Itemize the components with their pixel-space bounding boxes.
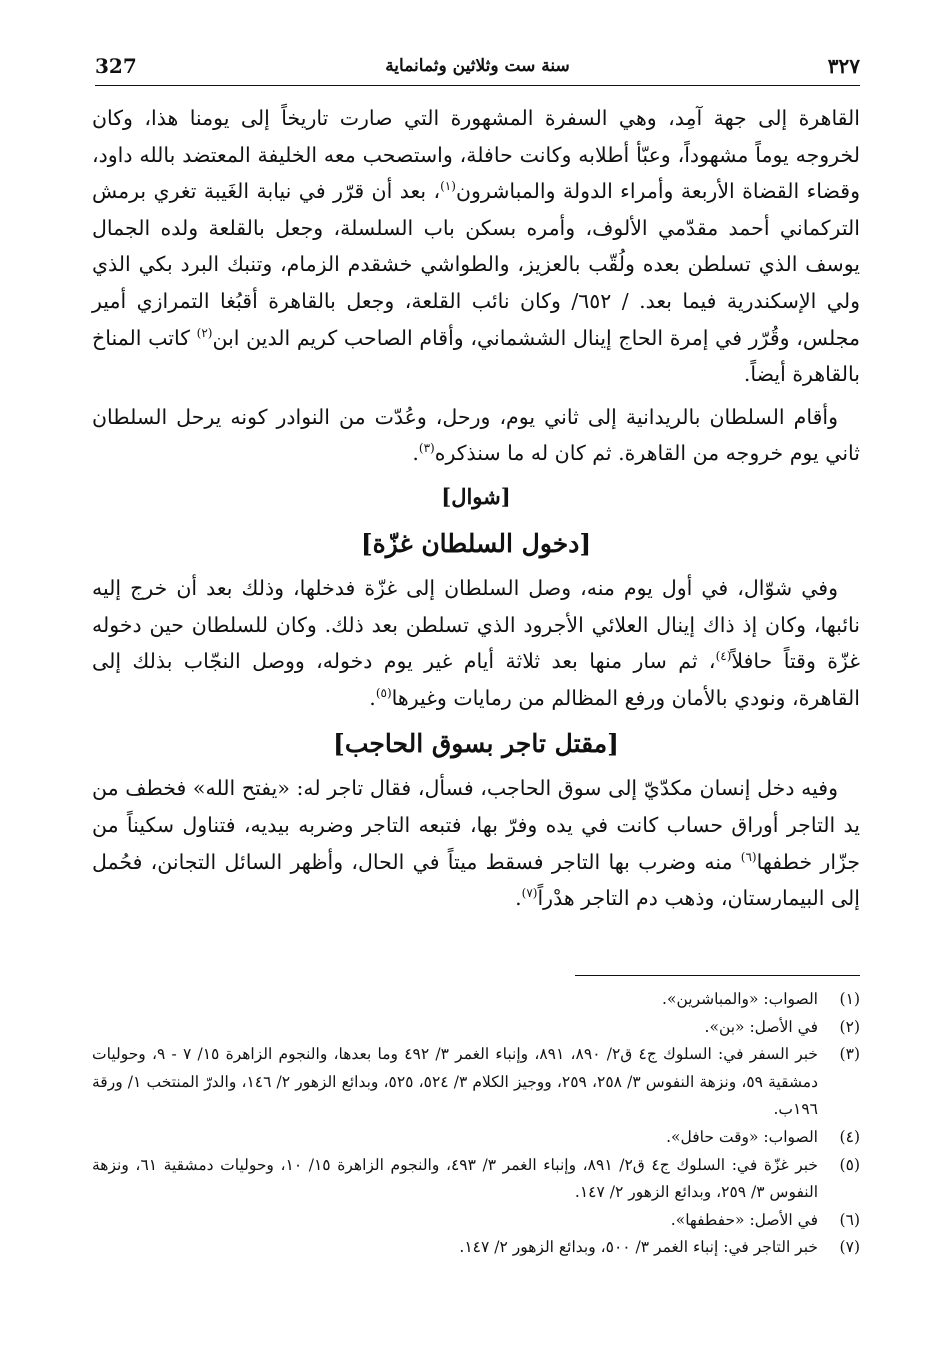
paragraph-gaza <box>92 570 860 716</box>
section-heading-merchant: [مقتل تاجر بسوق الحاجب] <box>333 729 619 759</box>
section-heading-gaza: [دخول السلطان غزّة] <box>360 528 592 558</box>
page-number-arabic: ٣٢٧ <box>827 54 860 78</box>
paragraph-text: ، بعد أن قرّر في نيابة الغَيبة تغري برمش التركماني أحمد مقدّمي الألوف، وأمره بسكن باب السلسلة، وجعل بالقلعة ولده الجمال يوسف الذي تسلطن بعده ولُقّب بالعزيز، والطواشي خشقدم الزمام، وتنبك البرد بكي الذي ولي الإسكندرية فيما بعد. / ٦٥٢/ وكان نائب القلعة، وجعل بالقاهرة أقبُغا التمرازي أمير مجلس، وقُرّر في إمرة الحاج إينال الششماني، وأقام الصاحب كريم الدين ابن <box>92 179 860 350</box>
footnote-item <box>92 1014 860 1042</box>
paragraph-text: . <box>412 441 419 466</box>
footnote-text: في الأصل: «حفطفها». <box>670 1210 818 1229</box>
footnote-mark: (٧) <box>521 886 538 901</box>
paragraph-text: ، ثم سار منها بعد ثلاثة أيام غير يوم دخوله، ووصل النجّاب بذلك إلى القاهرة، ونودي بالأمان ورفع المظالم من رمايات وغيرها <box>92 649 860 710</box>
footnote-mark: (٦) <box>740 849 757 864</box>
paragraph-text: القاهرة إلى جهة آمِد، وهي السفرة المشهورة التي صارت تاريخاً إلى يومنا هذا، وكان لخروجه يوماً مشهوداً، وعبّأ أطلابه وكانت حافلة، واستصحب معه الخليفة المعتضد بالله داود، وقضاء القضاة الأربعة وأمراء الدولة والمباشرون <box>92 106 860 204</box>
page-number-latin: 327 <box>95 54 137 78</box>
footnote-mark: (٢) <box>196 325 213 340</box>
section-heading-month: [شوال] <box>441 483 511 509</box>
paragraph-text: وفيه دخل إنسان مكدّيّ إلى سوق الحاجب، فسأل، فقال تاجر له: «يفتح الله» فخطف من يد التاجر أوراق حساب كانت في يده وفرّ بها، فتبعه التاجر وضربه بيديه، فتناول سكيناً من جزّار خطفها <box>92 776 860 874</box>
paragraph-text: وفي شوّال، في أول يوم منه، وصل السلطان إلى غزّة فدخلها، وذلك بعد أن خرج إليه نائبها، وكان إذ ذاك إينال العلائي الأجرود الذي تسلطن بعد ذلك. وكان للسلطان حين دخوله غزّة وقتاً حافلاً <box>92 575 861 674</box>
paragraph-merchant <box>92 770 860 916</box>
paragraph-text: وأقام السلطان بالريدانية إلى ثاني يوم، ورحل، وعُدّت من النوادر كونه يرحل السلطان ثاني يوم خروجه من القاهرة. ثم كان له ما سنذكره <box>92 404 860 466</box>
footnote-mark: (٥) <box>375 685 392 700</box>
main-text <box>92 100 860 923</box>
paragraph-text: منه وضرب بها التاجر فسقط ميتاً في الحال، وأظهر السائل التجانن، فحُمل إلى البيمارستان، وذهب دم التاجر هدْراً <box>92 849 860 911</box>
footnote-item <box>92 1041 860 1124</box>
footnotes <box>92 986 860 1262</box>
footnote-mark: (٣) <box>418 441 435 456</box>
footnote-item <box>92 1124 860 1152</box>
footnote-number: (٧) <box>839 1238 860 1257</box>
footnote-text: الصواب: «والمباشرين». <box>662 990 818 1008</box>
footnote-mark: (٤) <box>715 649 732 664</box>
footnote-item <box>92 1234 860 1262</box>
footnote-text: خبر التاجر في: إنباء الغمر ٣/ ٥٠٠، وبدائع الزهور ٢/ ١٤٧. <box>459 1238 818 1257</box>
footnote-number: (٥) <box>839 1155 860 1174</box>
footnote-text: خبر السفر في: السلوك ج٤ ق٢/ ٨٩٠، ٨٩١، وإنباء الغمر ٣/ ٤٩٢ وما بعدها، والنجوم الزاهرة ١٥/ ٧ - ٩، وحوليات دمشقية ٥٩، ونزهة النفوس ٣/ ٢٥٨، ٢٥٩، ووجيز الكلام ٣/ ٥٢٤، ٥٢٥، وبدائع الزهور ٢/ ١٤٦، والدرّ المنتخب ١/ ورقة ١٩٦ب. <box>92 1045 819 1119</box>
footnote-rule <box>575 975 860 976</box>
footnote-mark: (١) <box>440 179 456 194</box>
footnote-number: (٤) <box>839 1127 860 1146</box>
header-rule <box>95 85 860 86</box>
footnote-text: خبر غزّة في: السلوك ج٤ ق٢/ ٨٩١، وإنباء الغمر ٣/ ٤٩٣، والنجوم الزاهرة ١٥/ ١٠، وحوليات دمشقية ٦١، ونزهة النفوس ٣/ ٢٥٩، وبدائع الزهور ٢/ ١٤٧. <box>92 1155 819 1202</box>
footnote-number: (١) <box>839 990 860 1008</box>
paragraph-text: . <box>369 685 376 710</box>
footnote-text: الصواب: «وقت حافل». <box>666 1127 818 1146</box>
paragraph-text: . <box>515 886 522 911</box>
paragraph-departure <box>92 100 860 393</box>
footnote-text: في الأصل: «بن». <box>704 1017 818 1036</box>
footnote-number: (٦) <box>839 1210 860 1229</box>
footnote-number: (٢) <box>839 1017 860 1036</box>
paragraph-text: كاتب المناخ بالقاهرة أيضاً. <box>92 325 860 387</box>
footnote-item <box>92 1152 860 1207</box>
footnote-number: (٣) <box>839 1045 860 1064</box>
running-head <box>95 52 860 86</box>
footnote-item <box>92 986 860 1014</box>
paragraph-raydaniya <box>92 399 860 472</box>
running-title: سنة ست وثلاثين وثمانماية <box>385 56 570 76</box>
footnote-item <box>92 1207 860 1235</box>
